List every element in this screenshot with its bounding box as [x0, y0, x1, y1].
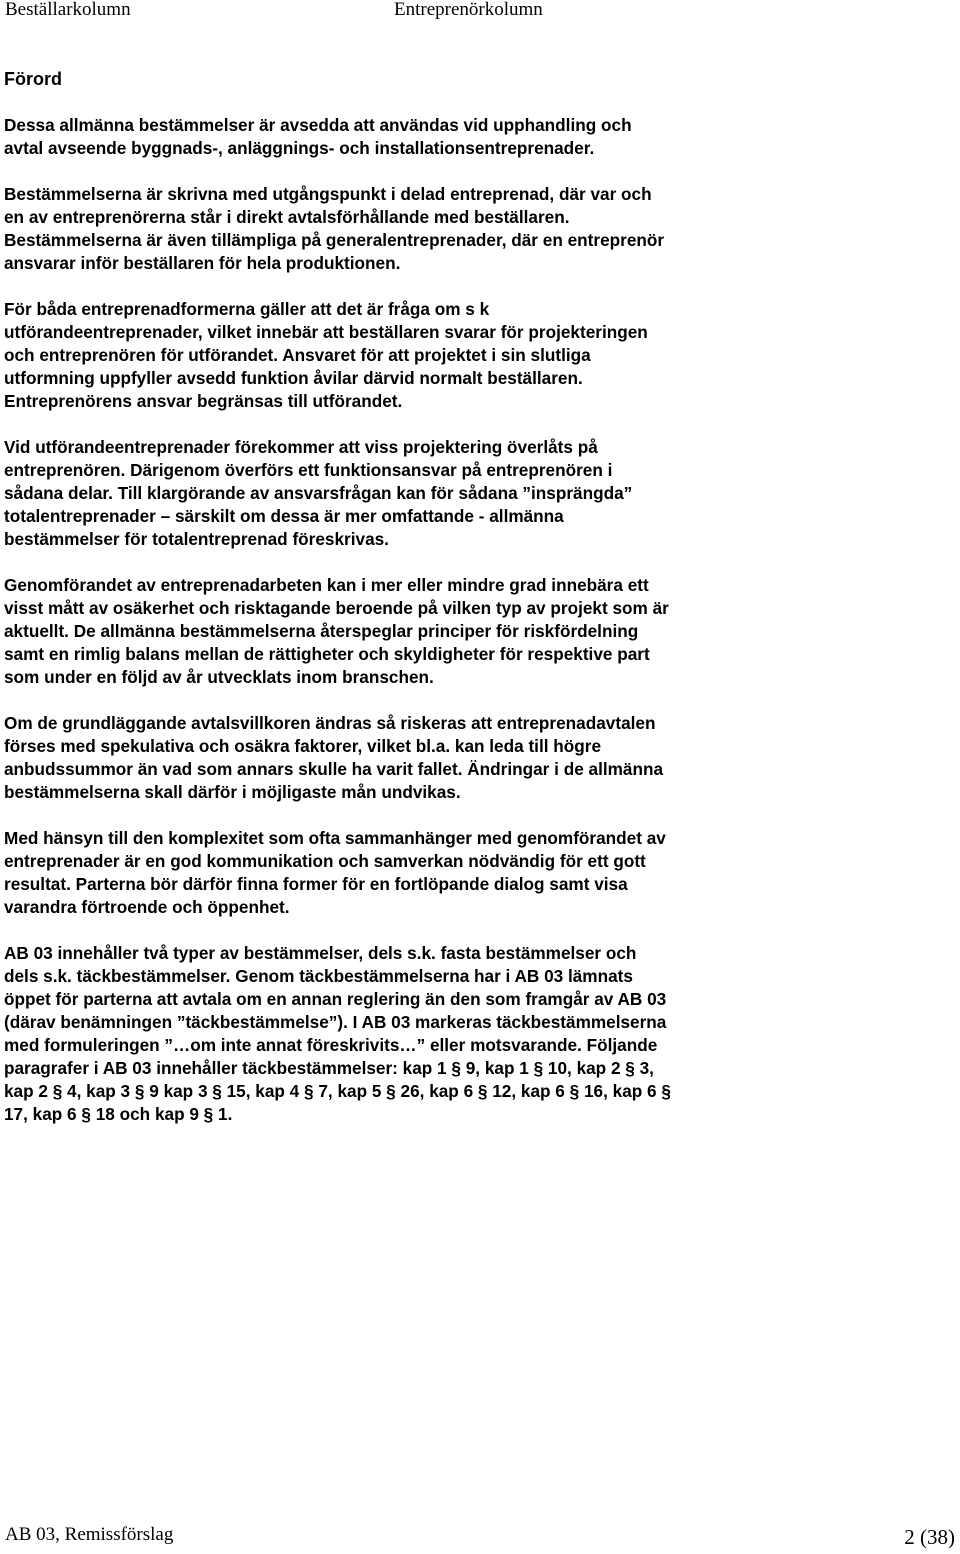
document-body [4, 68, 954, 1149]
paragraph-general-contract: Bestämmelserna är även tillämpliga på generalentreprenader, där en entreprenör ansvarar inför beställaren för hela produktionen. [4, 230, 665, 273]
paragraph-changed-terms: Om de grundläggande avtalsvillkoren ändras så riskeras att entreprenadavtalen förses med spekulativa och osäkra faktorer, vilket bl.a. kan leda till högre anbudssummor än vad som annars skulle ha varit fallet. Ändringar i de allmänna bestämmelserna skall därför i möjligaste mån undvikas. [4, 713, 664, 802]
paragraph-risk-allocation: Genomförandet av entreprenadarbeten kan i mer eller mindre grad innebära ett visst mått av osäkerhet och risktagande beroende på vilken typ av projekt som är aktuellt. De allmänna bestämmelserna återspeglar principer för riskfördelning samt en rimlig balans mellan de rättigheter och skyldigheter för respektive part som under en följd av år utvecklats inom branschen. [4, 575, 669, 687]
header-orderer-column: Beställarkolumn [5, 0, 131, 20]
page-footer [0, 1524, 960, 1554]
paragraph-design-responsibility: Vid utförandeentreprenader förekommer att viss projektering överlåts på entreprenören. Därigenom överförs ett funktionsansvar på entreprenören i sådana delar. Till klargörande av ansvarsfrågan kan för sådana ”insprängda” totalentreprenader – särskilt om dessa är mer omfattande - allmänna bestämmelser för totalentreprenad föreskrivas. [4, 437, 633, 549]
page-header [0, 0, 960, 24]
paragraph-provision-types: AB 03 innehåller två typer av bestämmelser, dels s.k. fasta bestämmelser och dels s.k. täckbestämmelser. Genom täckbestämmelserna har i AB 03 lämnats öppet för parterna att avtala om en annan reglering än den som framgår av AB 03 (därav benämningen ”täckbestämmelse”). I AB 03 markeras täckbestämmelserna med formuleringen ”…om inte annat föreskrivits…” eller motsvarande. Följande paragrafer i AB 03 innehåller täckbestämmelser: kap 1 § 9, kap 1 § 10, kap 2 § 3, kap 2 § 4, kap 3 § 9 kap 3 § 15, kap 4 § 7, kap 5 § 26, kap 6 § 12, kap 6 § 16, kap 6 § 17, kap 6 § 18 och kap 9 § 1. [4, 943, 671, 1124]
section-heading: Förord [4, 69, 62, 89]
paragraph-execution-contracts: För båda entreprenadformerna gäller att det är fråga om s k utförandeentreprenader, vilket innebär att beställaren svarar för projekteringen och entreprenören för utförandet. Ansvaret för att projektet i sin slutliga utformning uppfyller avsedd funktion åvilar därvid normalt beställaren. Entreprenörens ansvar begränsas till utförandet. [4, 299, 648, 411]
header-contractor-column: Entreprenörkolumn [394, 0, 543, 20]
paragraph-communication: Med hänsyn till den komplexitet som ofta sammanhänger med genomförandet av entreprenader är en god kommunikation och samverkan nödvändig för ett gott resultat. Parterna bör därför finna former för en fortlöpande dialog samt visa varandra förtroende och öppenhet. [4, 828, 666, 917]
paragraph-divided-contract: Bestämmelserna är skrivna med utgångspunkt i delad entreprenad, där var och en av entreprenörerna står i direkt avtalsförhållande med beställaren. [4, 184, 652, 227]
page-number: 2 (38) [904, 1525, 955, 1549]
paragraph-purpose: Dessa allmänna bestämmelser är avsedda att användas vid upphandling och avtal avseende byggnads-, anläggnings- och installationsentreprenader. [4, 115, 632, 158]
document-name: AB 03, Remissförslag [5, 1524, 174, 1545]
